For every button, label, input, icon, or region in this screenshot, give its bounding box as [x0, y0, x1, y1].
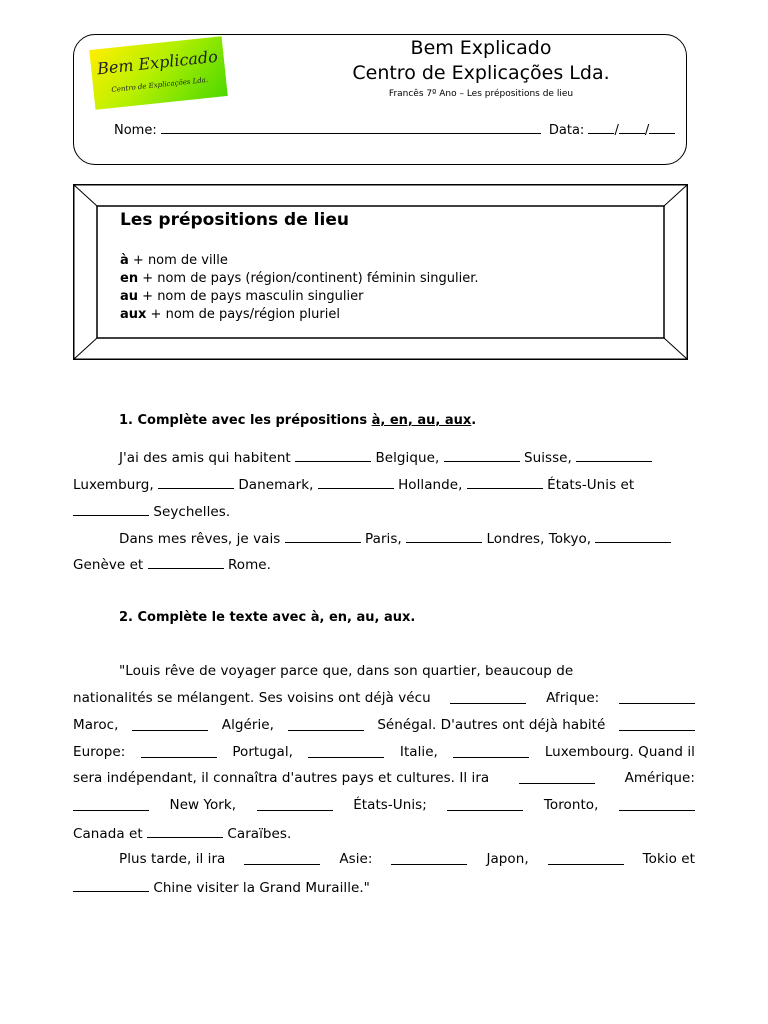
answer-blank[interactable] — [391, 851, 467, 865]
logo-title: Bem Explicado — [96, 46, 219, 79]
answer-blank[interactable] — [548, 851, 624, 865]
name-field[interactable] — [161, 121, 541, 134]
rule-item — [120, 270, 479, 288]
answer-blank[interactable] — [447, 797, 523, 811]
exercise2-line: nationalités se mélangent. Ses voisins ont déjà vécu Afrique: — [73, 690, 695, 706]
exercise2-line: Chine visiter la Grand Muraille." — [73, 878, 695, 896]
logo-subtitle: Centro de Explicações Lda. — [111, 75, 209, 94]
exercise1-line: Dans mes rêves, je vais Paris, Londres, Tokyo, — [73, 529, 695, 547]
answer-blank[interactable] — [308, 744, 384, 758]
rule-item — [120, 252, 479, 270]
date-separator: / — [644, 123, 650, 138]
answer-blank[interactable] — [244, 851, 320, 865]
org-name: Bem Explicado — [410, 37, 552, 59]
rule-text: + nom de ville — [128, 253, 228, 268]
exercise2-line: New York, États-Unis; Toronto, — [73, 797, 695, 813]
exercise1-line: Genève et Rome. — [73, 557, 271, 573]
answer-blank[interactable] — [73, 878, 149, 892]
rule-preposition: en — [120, 271, 139, 286]
date-label: Data: — [548, 123, 585, 138]
answer-blank[interactable] — [141, 744, 217, 758]
rules-title: Les prépositions de lieu — [120, 210, 349, 230]
exercise2-line: sera indépendant, il connaîtra d'autres pays et cultures. Il ira Amérique: — [73, 770, 695, 786]
date-separator: / — [614, 123, 619, 138]
answer-blank[interactable] — [295, 448, 371, 462]
date-day-field[interactable] — [588, 121, 614, 134]
answer-blank[interactable] — [158, 475, 234, 489]
answer-blank[interactable] — [257, 797, 333, 811]
preposition-options: à, en, au, aux — [371, 413, 472, 428]
exercise1-heading: 1. Complète avec les prépositions à, en, au, aux. — [119, 413, 477, 428]
rule-text: + nom de pays (région/continent) féminin singulier. — [138, 271, 479, 286]
exercise2-line: Canada et Caraïbes. — [73, 826, 292, 842]
answer-blank[interactable] — [318, 475, 394, 489]
answer-blank[interactable] — [519, 770, 595, 784]
rule-item — [120, 288, 479, 306]
rules-list — [120, 252, 479, 324]
date-year-field[interactable] — [649, 121, 675, 134]
answer-blank[interactable] — [147, 824, 223, 838]
rule-preposition: à — [120, 253, 129, 268]
answer-blank[interactable] — [619, 797, 695, 811]
answer-blank[interactable] — [576, 448, 652, 462]
answer-blank[interactable] — [73, 797, 149, 811]
exercise1-line: Luxemburg, Danemark, Hollande, États-Unis et — [73, 477, 635, 493]
answer-blank[interactable] — [148, 555, 224, 569]
answer-blank[interactable] — [619, 717, 695, 731]
exercise2-line: Plus tarde, il ira Asie: Japon, Tokio et — [119, 851, 695, 867]
answer-blank[interactable] — [450, 690, 526, 704]
answer-blank[interactable] — [132, 717, 208, 731]
rule-preposition: aux — [120, 307, 147, 322]
answer-blank[interactable] — [73, 502, 149, 516]
rule-item — [120, 306, 479, 324]
name-label: Nome: — [114, 123, 157, 138]
exercise2-line: "Louis rêve de voyager parce que, dans son quartier, beaucoup de — [119, 663, 574, 679]
exercise2-heading: 2. Complète le texte avec à, en, au, aux. — [119, 610, 416, 625]
exercise2-line: Europe: Portugal, Italie, Luxembourg. Quand il — [73, 744, 695, 760]
rule-text: + nom de pays/région pluriel — [146, 307, 340, 322]
answer-blank[interactable] — [406, 529, 482, 543]
answer-blank[interactable] — [444, 448, 520, 462]
exercise1-line: J'ai des amis qui habitent Belgique, Suisse, — [73, 448, 695, 466]
answer-blank[interactable] — [453, 744, 529, 758]
rule-preposition: au — [120, 289, 139, 304]
exercise2-line: Maroc, Algérie, Sénégal. D'autres ont déjà habité — [73, 717, 695, 733]
org-fullname: Centro de Explicações Lda. — [352, 62, 610, 84]
answer-blank[interactable] — [467, 475, 543, 489]
exercise1-line: Seychelles. — [73, 502, 695, 520]
answer-blank[interactable] — [288, 717, 364, 731]
subject-line: Francês 7º Ano – Les prépositions de lieu — [388, 89, 574, 99]
answer-blank[interactable] — [595, 529, 671, 543]
date-month-field[interactable] — [619, 121, 645, 134]
answer-blank[interactable] — [285, 529, 361, 543]
rule-text: + nom de pays masculin singulier — [138, 289, 364, 304]
worksheet-header — [73, 34, 687, 165]
name-date-row — [114, 121, 675, 138]
company-logo — [89, 36, 228, 110]
answer-blank[interactable] — [619, 690, 695, 704]
rules-box — [73, 184, 688, 360]
